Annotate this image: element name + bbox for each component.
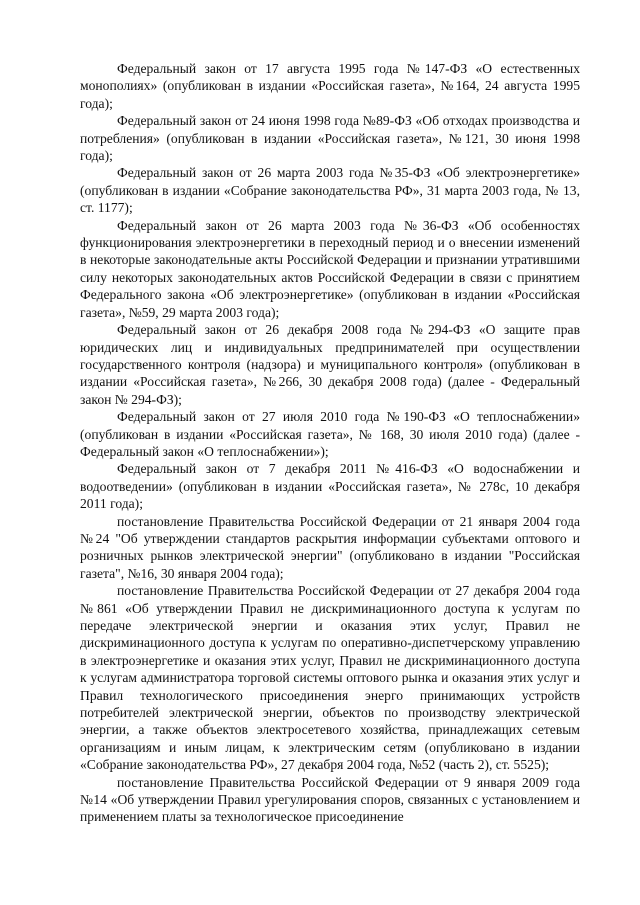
document-body (80, 60, 580, 826)
paragraph-resolution-861: постановление Правительства Российской Федерации от 27 декабря 2004 года №861 «Об утверждении Правил не дискриминационного доступа к услугам по передаче электрической энергии и оказания этих услуг, Правил не дискриминационного доступа к услугам по оперативно-диспетчерскому управлению в электроэнергетике и оказания этих услуг, Правил не дискриминационного доступа к услугам администратора торговой системы оптового рынка и оказания этих услуг и Правил технологического присоединения энерго принимающих устройств потребителей электрической энергии, объектов по производству электрической энергии, а также объектов электросетевого хозяйства, принадлежащих сетевым организациям и иным лицам, к электрическим сетям (опубликовано в издании «Собрание законодательства РФ», 27 декабря 2004 года, №52 (часть 2), ст. 5525); (80, 583, 580, 773)
paragraph-resolution-14: постановление Правительства Российской Федерации от 9 января 2009 года №14 «Об утверждении Правил урегулирования споров, связанных с установлением и применением платы за технологическое присоединение (80, 774, 580, 825)
paragraph-resolution-24: постановление Правительства Российской Федерации от 21 января 2004 года №24 "Об утверждении стандартов раскрытия информации субъектами оптового и розничных рынков электрической энергии" (опубликовано в издании "Российская газета", №16, 30 января 2004 года); (80, 513, 580, 581)
paragraph-law-89-fz: Федеральный закон от 24 июня 1998 года №89-ФЗ «Об отходах производства и потребления» (опубликован в издании «Российская газета», №121, 30 июня 1998 года); (80, 113, 580, 164)
paragraph-law-190-fz: Федеральный закон от 27 июля 2010 года №190-ФЗ «О теплоснабжении» (опубликован в издании «Российская газета», № 168, 30 июля 2010 года) (далее - Федеральный закон «О теплоснабжении»); (80, 409, 580, 459)
paragraph-law-147-fz: Федеральный закон от 17 августа 1995 года №147-ФЗ «О естественных монополиях» (опубликован в издании «Российская газета», №164, 24 августа 1995 года); (80, 61, 580, 111)
paragraph-law-416-fz: Федеральный закон от 7 декабря 2011 №416-ФЗ «О водоснабжении и водоотведении» (опубликован в издании «Российская газета», № 278с, 10 декабря 2011 года); (80, 461, 580, 512)
paragraph-law-294-fz: Федеральный закон от 26 декабря 2008 года №294-ФЗ «О защите прав юридических лиц и индивидуальных предпринимателей при осуществлении государственного контроля (надзора) и муниципального контроля» (опубликован в издании «Российская газета», №266, 30 декабря 2008 года) (далее - Федеральный закон № 294-ФЗ); (80, 322, 580, 407)
paragraph-law-36-fz: Федеральный закон от 26 марта 2003 года №36-ФЗ «Об особенностях функционирования электроэнергетики в переходный период и о внесении изменений в некоторые законодательные акты Российской Федерации и признании утратившими силу некоторых законодательных актов Российской Федерации в связи с принятием Федерального закона «Об электроэнергетике» (опубликован в издании «Российская газета», №59, 29 марта 2003 года); (80, 217, 580, 320)
paragraph-law-35-fz: Федеральный закон от 26 марта 2003 года №35-ФЗ «Об электроэнергетике» (опубликован в издании «Собрание законодательства РФ», 31 марта 2003 года, № 13, ст. 1177); (80, 165, 580, 216)
